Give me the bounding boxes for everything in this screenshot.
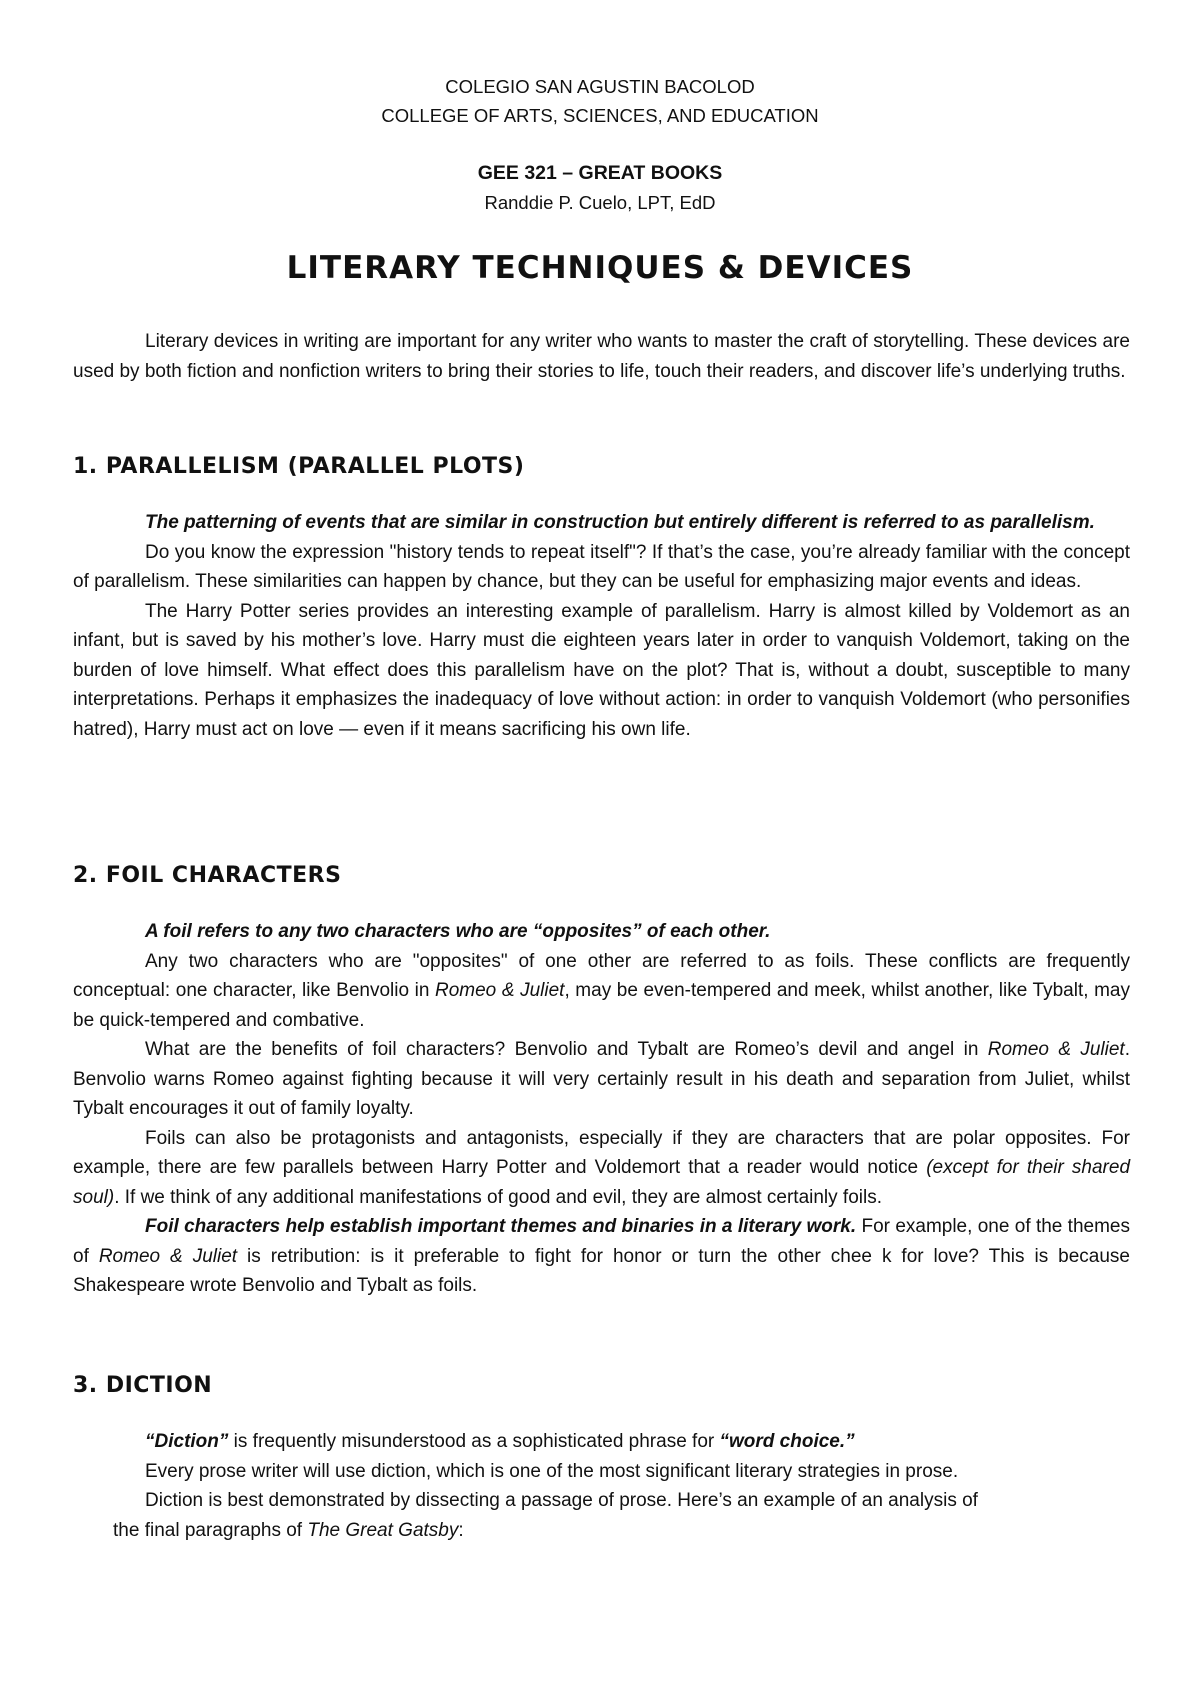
body-paragraph: What are the benefits of foil characters? Benvolio and Tybalt are Romeo’s devil and angel in Romeo & Juliet. Benvolio warns Romeo against fighting because it will very certainly result in his death and separation from Juliet, whilst Tybalt encourages it out of family loyalty. — [73, 1039, 1130, 1119]
section-heading: 1. PARALLELISM (PARALLEL PLOTS) — [73, 454, 525, 479]
body-paragraph: Foil characters help establish important themes and binaries in a literary work. For example, one of the themes of Romeo & Juliet is retribution: is it preferable to fight for honor or turn the other chee k for love? This is because Shakespeare wrote Benvolio and Tybalt as foils. — [73, 1216, 1131, 1296]
aside-text: (except for their shared soul) — [73, 1157, 1131, 1208]
page-title: LITERARY TECHNIQUES & DEVICES — [286, 250, 914, 286]
body-paragraph: The Harry Potter series provides an interesting example of parallelism. Harry is almost killed by Voldemort as an infant, but is saved by his mother’s love. Harry must die eighteen years later in order to vanquish Voldemort, taking on the burden of love himself. What effect does this parallelism have on the plot? That is, without a doubt, susceptible to many interpretations. Perhaps it emphasizes the inadequacy of love without action: in order to vanquish Voldemort (who personifies hatred), Harry must act on love — even if it means sacrificing his own life. — [73, 600, 1130, 740]
definition-paragraph: “Diction” is frequently misunderstood as a sophisticated phrase for “word choice.” — [145, 1431, 855, 1452]
phrase-text: “word choice.” — [719, 1431, 855, 1452]
document-header — [0, 72, 1200, 217]
school-name: COLEGIO SAN AGUSTIN BACOLOD — [445, 76, 755, 97]
work-title: Romeo & Juliet — [98, 1245, 238, 1267]
course-title: GEE 321 – GREAT BOOKS — [477, 162, 723, 184]
definition-paragraph: A foil refers to any two characters who are “opposites” of each other. — [145, 921, 771, 942]
body-paragraph: Diction is best demonstrated by dissecting a passage of prose. Here’s an example of an analysis of — [145, 1490, 978, 1511]
section-foil-characters — [73, 861, 1130, 1301]
term-text: “Diction” — [145, 1431, 229, 1452]
college-name: COLLEGE OF ARTS, SCIENCES, AND EDUCATION — [381, 105, 819, 126]
body-paragraph: the final paragraphs of The Great Gatsby: — [113, 1519, 464, 1541]
work-title: The Great Gatsby — [307, 1519, 459, 1541]
emphasis-text: Foil characters help establish important themes and binaries in a literary work. — [145, 1216, 857, 1237]
intro-paragraph: Literary devices in writing are important for any writer who wants to master the craft of storytelling. These devices are used by both fiction and nonfiction writers to bring their stories to life, touch their readers, and discover life’s underlying truths. — [73, 331, 1130, 382]
section-diction — [73, 1371, 1130, 1545]
work-title: Romeo & Juliet — [434, 980, 565, 1001]
work-title: Romeo & Juliet — [987, 1039, 1125, 1060]
body-paragraph: Do you know the expression "history tends to repeat itself"? If that’s the case, you’re already familiar with the concept of parallelism. These similarities can happen by chance, but they can be useful for emphasizing major events and ideas. — [73, 541, 1130, 592]
section-heading: 2. FOIL CHARACTERS — [73, 863, 342, 888]
body-paragraph: Every prose writer will use diction, which is one of the most significant literary strategies in prose. — [145, 1460, 959, 1482]
body-paragraph: Foils can also be protagonists and antagonists, especially if they are characters that are polar opposites. For example, there are few parallels between Harry Potter and Voldemort that a reader would notice (except for their shared soul). If we think of any additional manifestations of good and evil, they are almost certainly foils. — [73, 1127, 1131, 1208]
section-parallelism — [73, 452, 1130, 744]
instructor-name: Randdie P. Cuelo, LPT, EdD — [484, 192, 716, 213]
body-paragraph: Any two characters who are "opposites" of one other are referred to as foils. These conflicts are frequently conceptual: one character, like Benvolio in Romeo & Juliet, may be even-tempered and meek, whilst another, like Tybalt, may be quick-tempered and combative. — [73, 950, 1130, 1031]
section-heading: 3. DICTION — [73, 1373, 213, 1398]
definition-paragraph: The patterning of events that are similar in construction but entirely different is referred to as parallelism. — [145, 512, 1095, 533]
intro-section — [73, 327, 1130, 386]
